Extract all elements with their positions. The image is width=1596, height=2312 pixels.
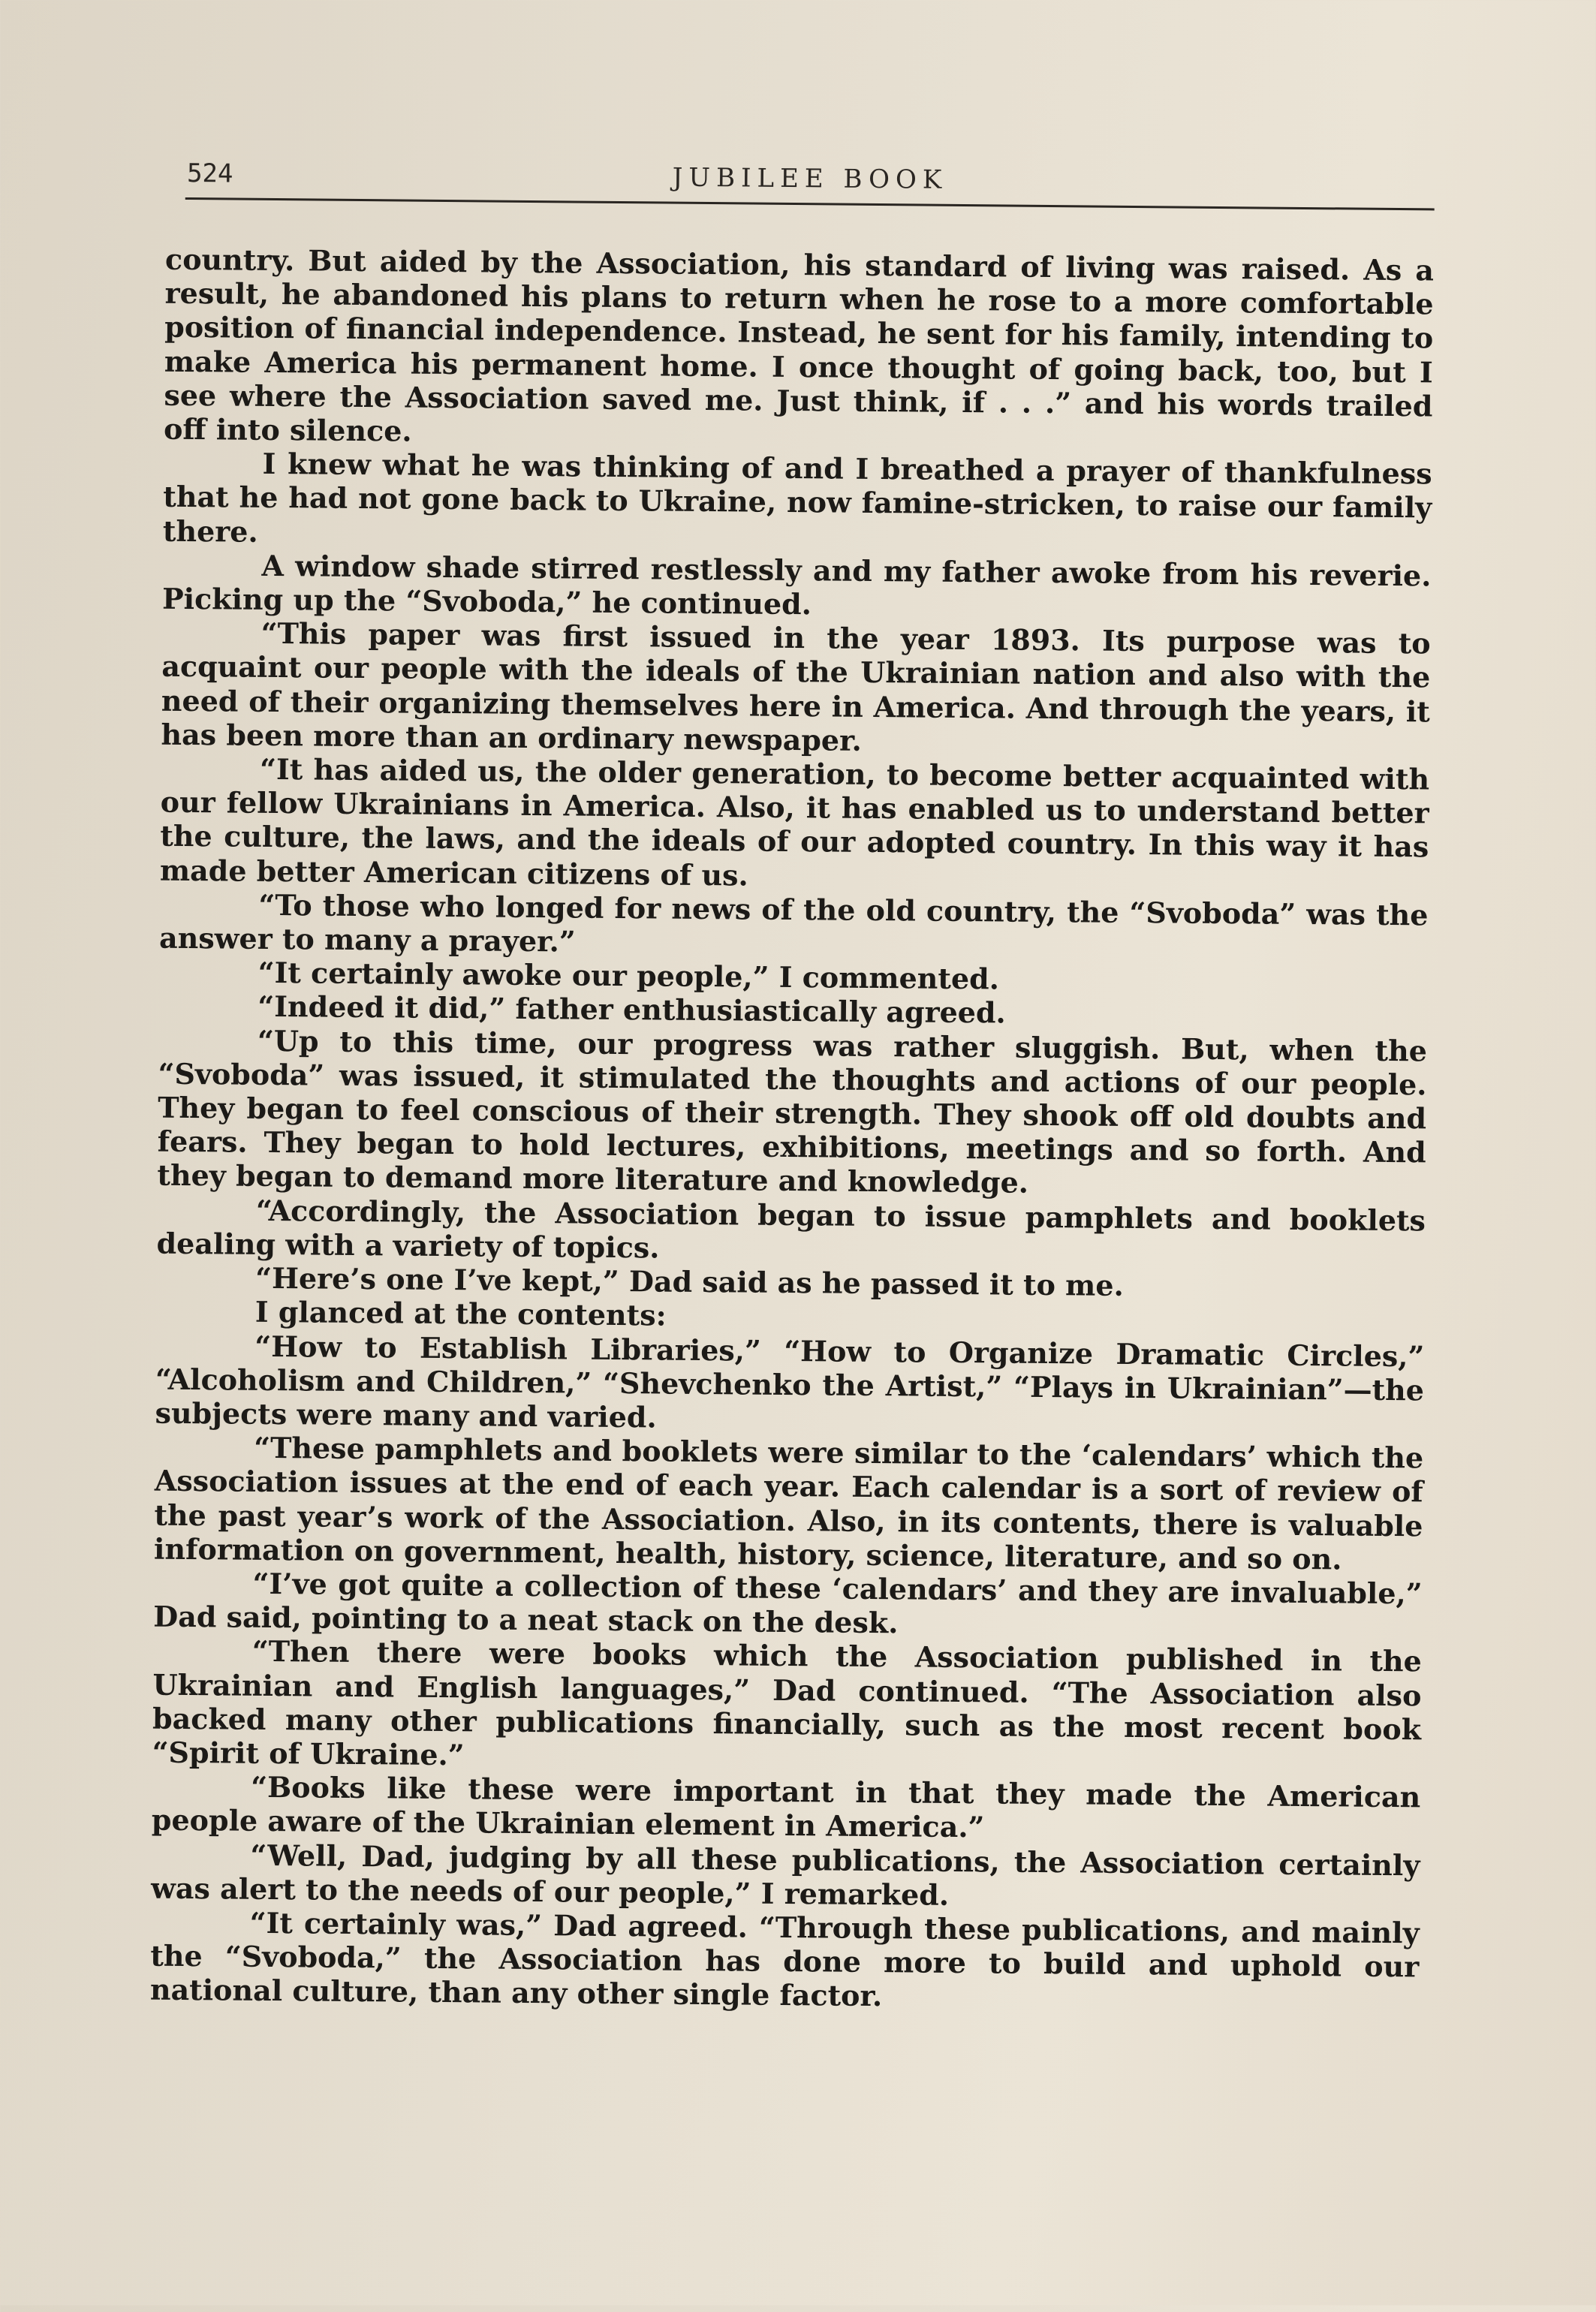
- paragraph-10: “Accordingly, the Association began to issue pamphlets and booklets dealing with a variety of topics.: [156, 1193, 1426, 1265]
- paragraph-18: “Well, Dad, judging by all these publications, the Association certainly was alert to the needs of our people,” I remarked.: [150, 1838, 1420, 1912]
- paragraph-1: country. But aided by the Association, his standard of living was raised. As a result, he abandoned his plans to return when he rose to a more comfortable position of financial independence. Instead, he sent for his family, intending to make America his permanent home. I once thought of going back, too, but I see where the Association saved me. Just think, if . . .” and his words trailed off into silence.: [163, 242, 1435, 448]
- paragraph-11: “Here’s one I’ve kept,” Dad said as he passed it to me.: [255, 1260, 1124, 1302]
- body-text: [150, 242, 1434, 2018]
- paragraph-13: “How to Establish Libraries,” “How to Organize Dramatic Circles,” “Alcoholism and Children,” “Shevchenko the Artist,” “Plays in Ukrainian”—the subjects were many and varied.: [155, 1329, 1425, 1434]
- paragraph-3: A window shade stirred restlessly and my father awoke from his reverie. Picking up the “Svoboda,” he continued.: [161, 548, 1432, 622]
- paragraph-19: “It certainly was,” Dad agreed. “Through these publications, and mainly the “Svoboda,” the Association has done more to build and uphold our national culture, than any other single factor.: [149, 1905, 1420, 2013]
- running-header: [185, 152, 1435, 211]
- paragraph-9: “Up to this time, our progress was rather sluggish. But, when the “Svoboda” was issued, it stimulated the thoughts and actions of our people. They began to feel conscious of their strength. They shook off old doubts and fears. They began to hold lectures, exhibitions, meetings and so forth. And they began to demand more literature and knowledge.: [157, 1023, 1428, 1200]
- paragraph-6: “To those who longed for news of the old country, the “Svoboda” was the answer to many a prayer.”: [158, 887, 1429, 959]
- paragraph-15: “I’ve got quite a collection of these ‘calendars’ and they are invaluable,” Dad said, pointing to a neat stack on the desk.: [153, 1566, 1423, 1640]
- paragraph-5: “It has aided us, the older generation, to become better acquainted with our fellow Ukrainians in America. Also, it has enabled us to understand better the culture, the laws, and the ideals of our adopted country. In this way it has made better American citizens of us.: [159, 751, 1430, 893]
- paragraph-7: “It certainly awoke our people,” I commented.: [257, 956, 1000, 996]
- paragraph-17: “Books like these were important in that they made the American people aware of the Ukrainian element in America.”: [151, 1769, 1421, 1844]
- running-title: JUBILEE BOOK: [672, 162, 948, 195]
- paragraph-16: “Then there were books which the Association published in the Ukrainian and English languages,” Dad continued. “The Association also backed many other publications financially, such as the most recent book “Spirit of Ukraine.”: [152, 1634, 1423, 1772]
- paragraph-12: I glanced at the contents:: [254, 1295, 667, 1332]
- paragraph-2: I knew what he was thinking of and I breathed a prayer of thankfulness that he had not gone back to Ukraine, now famine-stricken, to raise our family there.: [162, 447, 1432, 549]
- paragraph-4: “This paper was first issued in the year 1893. Its purpose was to acquaint our people with the ideals of the Ukrainian nation and also with the need of their organizing themselves here in America. And through the years, it has been more than an ordinary newspaper.: [161, 616, 1431, 757]
- paragraph-8: “Indeed it did,” father enthusiastically agreed.: [257, 989, 1006, 1030]
- paragraph-14: “These pamphlets and booklets were similar to the ‘calendars’ which the Association issues at the end of each year. Each calendar is a sort of review of the past year’s work of the Association. Also, in its contents, there is valuable information on government, health, history, science, literature, and so on.: [153, 1430, 1424, 1576]
- page-number: 524: [186, 158, 233, 189]
